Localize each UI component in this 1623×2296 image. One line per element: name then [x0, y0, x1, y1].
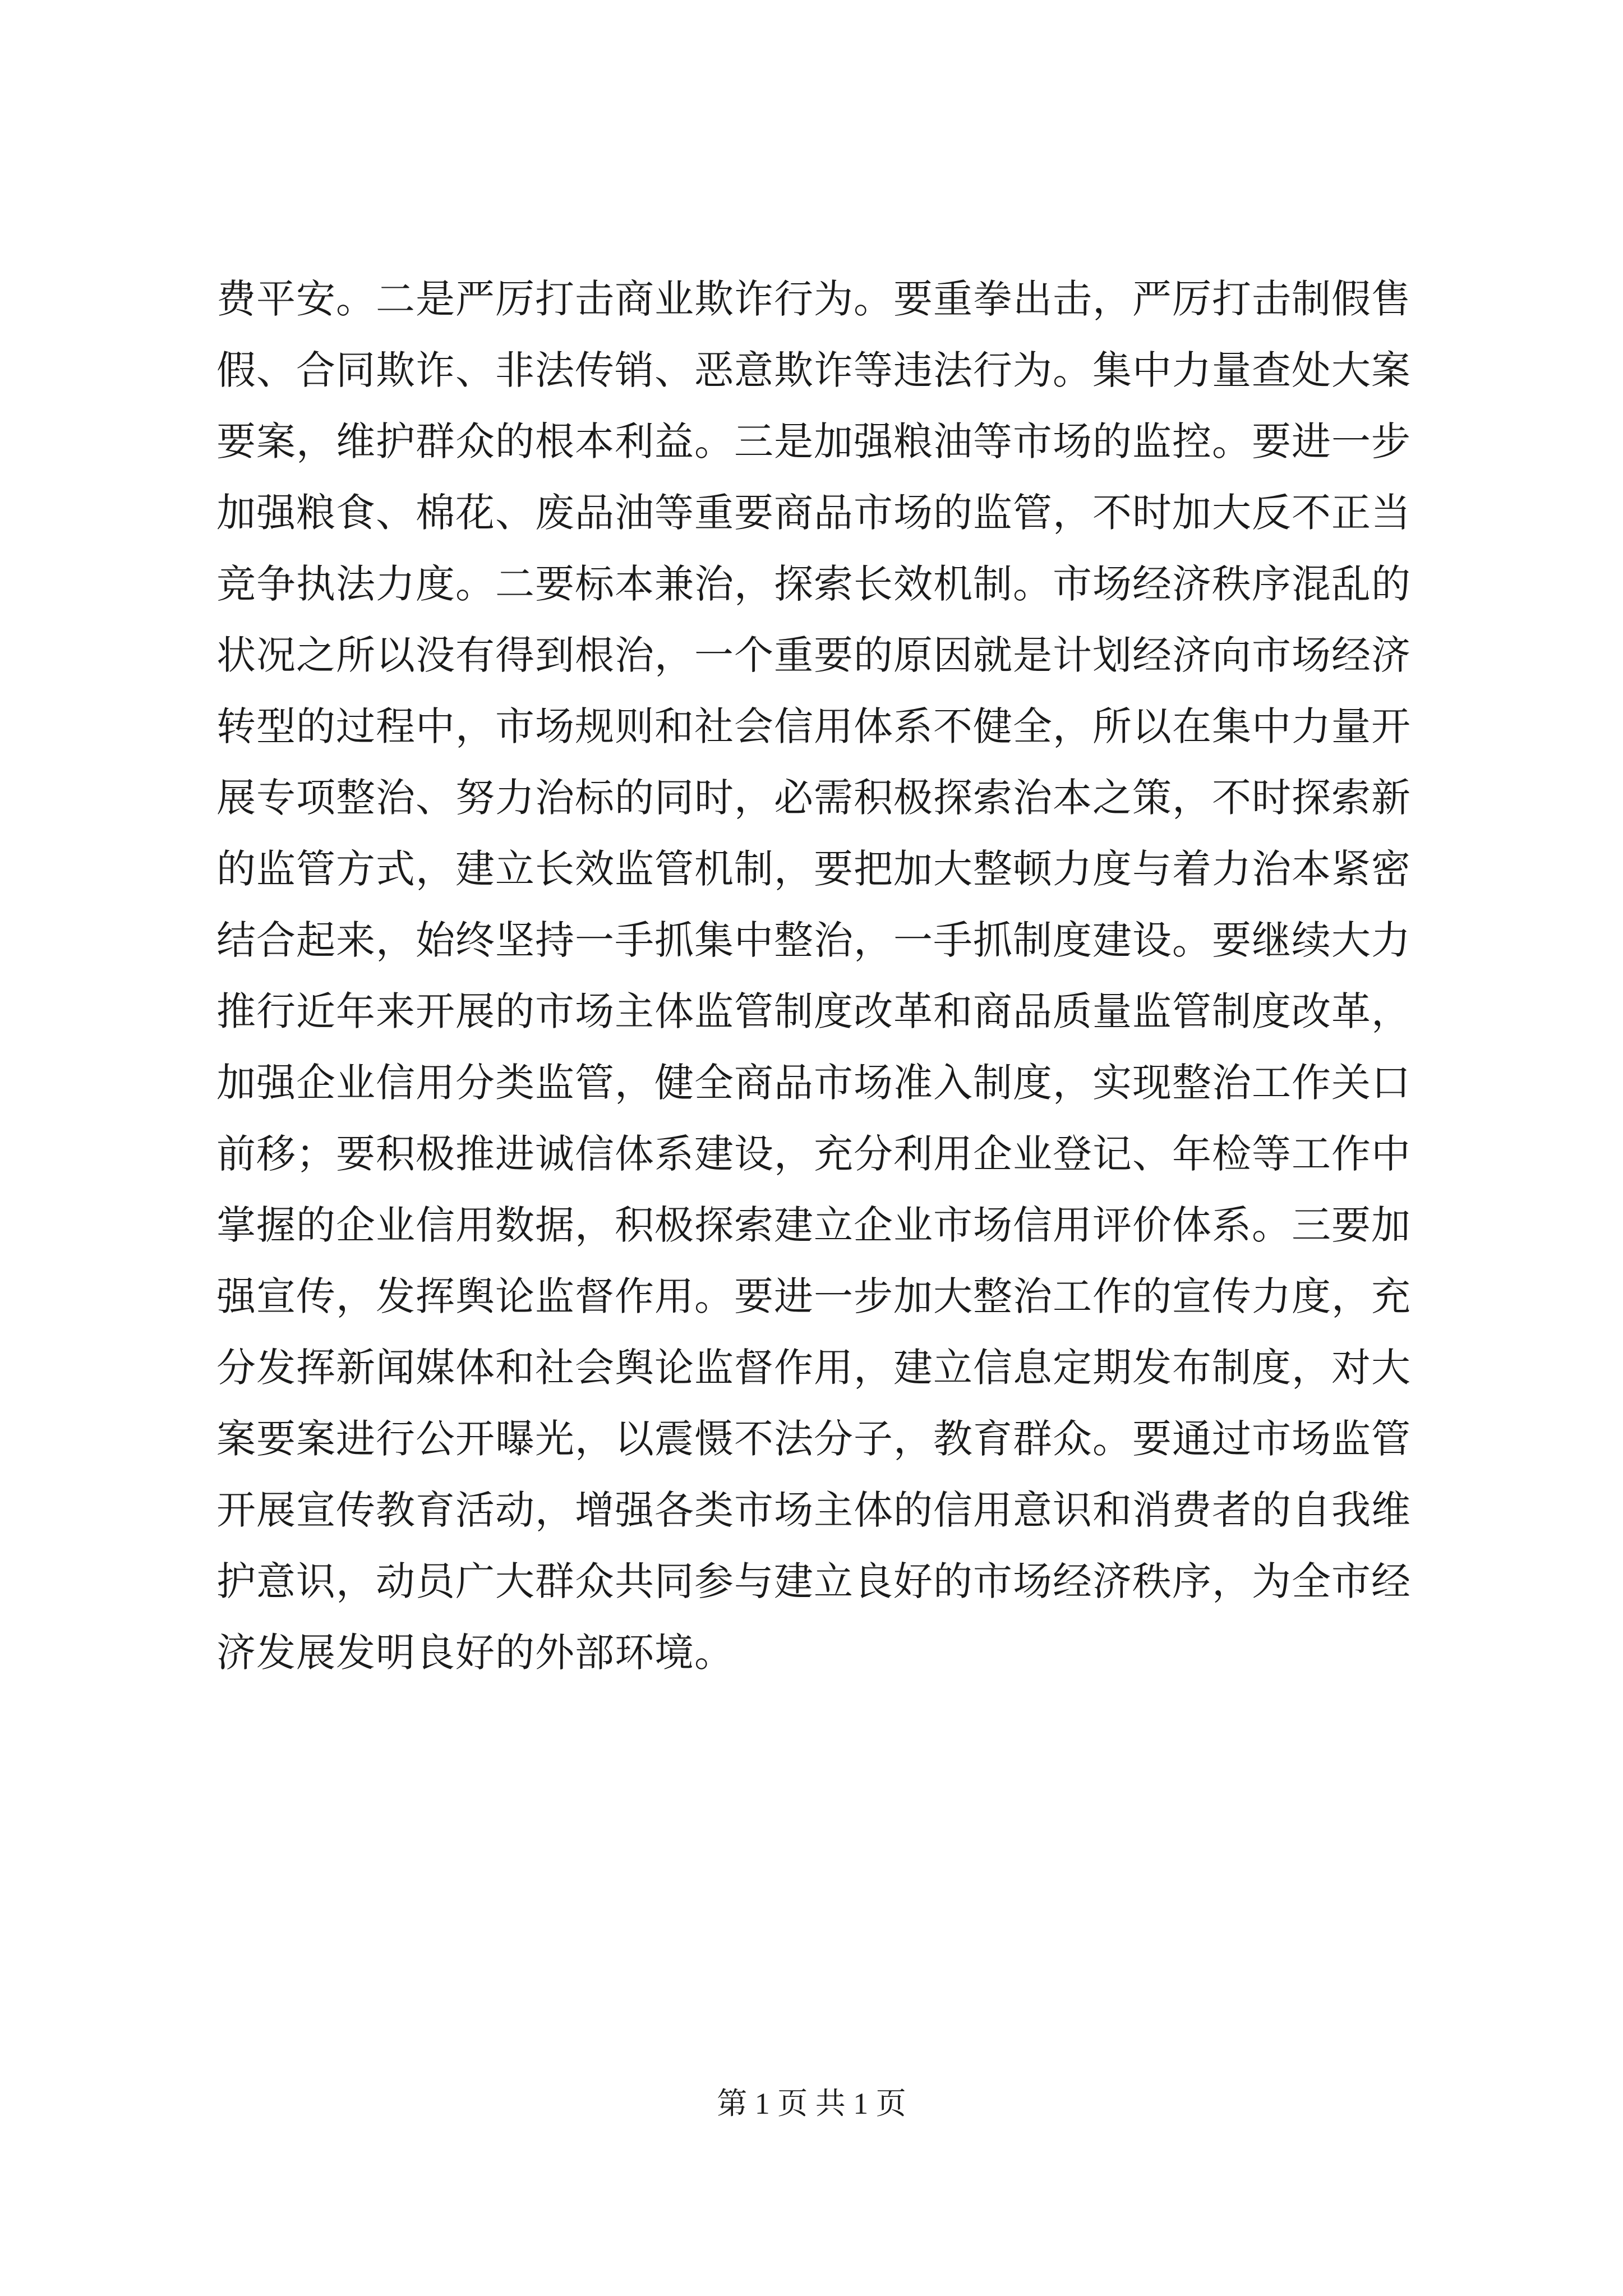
body-paragraph: 费平安。二是严厉打击商业欺诈行为。要重拳出击，严厉打击制假售假、合同欺诈、非法传销、恶意欺诈等违法行为。集中力量查处大案要案，维护群众的根本利益。三是加强粮油等市场的监控。要进一步加强粮食、棉花、废品油等重要商品市场的监管，不时加大反不正当竞争执法力度。二要标本兼治，探索长效机制。市场经济秩序混乱的状况之所以没有得到根治，一个重要的原因就是计划经济向市场经济转型的过程中，市场规则和社会信用体系不健全，所以在集中力量开展专项整治、努力治标的同时，必需积极探索治本之策，不时探索新的监管方式，建立长效监管机制，要把加大整顿力度与着力治本紧密结合起来，始终坚持一手抓集中整治，一手抓制度建设。要继续大力推行近年来开展的市场主体监管制度改革和商品质量监管制度改革，加强企业信用分类监管，健全商品市场准入制度，实现整治工作关口前移；要积极推进诚信体系建设，充分利用企业登记、年检等工作中掌握的企业信用数据，积极探索建立企业市场信用评价体系。三要加强宣传，发挥舆论监督作用。要进一步加大整治工作的宣传力度，充分发挥新闻媒体和社会舆论监督作用，建立信息定期发布制度，对大案要案进行公开曝光，以震慑不法分子，教育群众。要通过市场监管开展宣传教育活动，增强各类市场主体的信用意识和消费者的自我维护意识，动员广大群众共同参与建立良好的市场经济秩序，为全市经济发展发明良好的外部环境。 — [216, 276, 1411, 1676]
page-number-footer: 第 1 页 共 1 页 — [717, 2087, 906, 2120]
